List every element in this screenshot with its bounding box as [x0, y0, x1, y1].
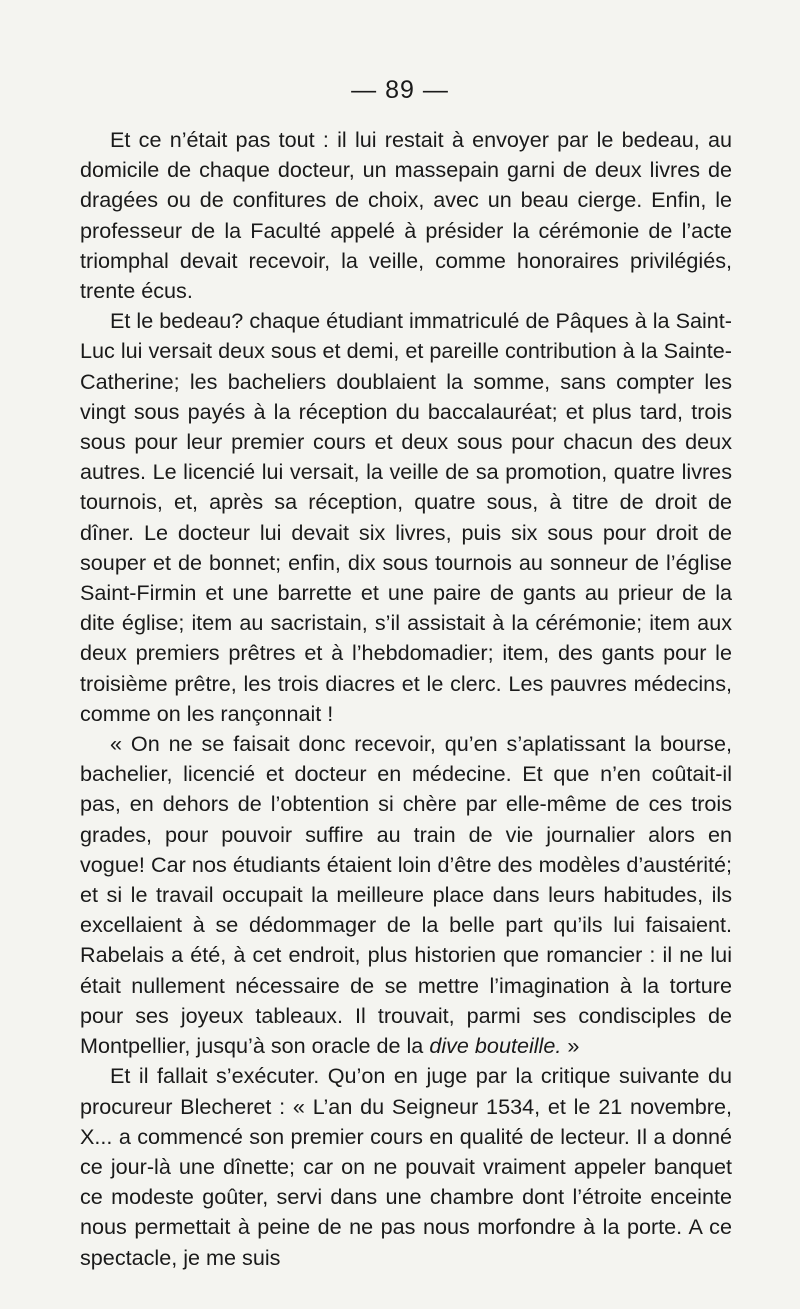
body-text: [80, 125, 732, 1273]
paragraph-1: Et ce n’était pas tout : il lui restait à envoyer par le bedeau, au domicile de chaque docteur, un massepain garni de deux livres de dragées ou de confitures de choix, avec un beau cierge. Enfin, le professeur de la Faculté appelé à présider la cérémonie de l’acte triomphal devait recevoir, la veille, comme honoraires privilégiés, trente écus.: [80, 127, 732, 304]
paragraph-3-text: « On ne se faisait donc recevoir, qu’en s’aplatissant la bourse, bachelier, licencié et docteur en médecine. Et que n’en coûtait-il pas, en dehors de l’obtention si chère par elle-même de ces trois grades, pour pouvoir suffire au train de vie journalier alors en vogue! Car nos étudiants étaient loin d’être des modèles d’austérité; et si le travail occupait la meilleure place dans leurs habitudes, ils excellaient à se dédommager de la belle part qu’ils lui faisaient. Rabelais a été, à cet endroit, plus historien que romancier : il ne lui était nullement nécessaire de se mettre l’imagination à la torture pour ses joyeux tableaux. Il trouvait, parmi ses condisciples de Montpellier, jusqu’à son oracle de la: [80, 731, 732, 1059]
paragraph-3: [80, 729, 732, 1061]
paragraph-3-tail: »: [561, 1033, 580, 1059]
page-number: — 89 —: [351, 76, 449, 104]
paragraph-2: Et le bedeau? chaque étudiant immatriculé de Pâques à la Saint-Luc lui versait deux sous et demi, et pareille contribution à la Sainte-Catherine; les bacheliers doublaient la somme, sans compter les vingt sous payés à la réception du baccalauréat; et plus tard, trois sous pour leur premier cours et deux sous pour chacun des deux autres. Le licencié lui versait, la veille de sa promotion, quatre livres tournois, et, après sa réception, quatre sous, à titre de droit de dîner. Le docteur lui devait six livres, puis six sous pour droit de souper et de bonnet; enfin, dix sous tournois au sonneur de l’église Saint-Firmin et une barrette et une paire de gants au prieur de la dite église; item au sacristain, s’il assistait à la cérémonie; item aux deux premiers prêtres et à l’hebdomadier; item, des gants pour le troisième prêtre, les trois diacres et le clerc. Les pauvres médecins, comme on les rançonnait !: [80, 308, 732, 726]
paragraph-3-italic: dive bouteille.: [429, 1033, 562, 1059]
paragraph-4: Et il fallait s’exécuter. Qu’on en juge par la critique suivante du procureur Blecheret : « L’an du Seigneur 1534, et le 21 novembre, X... a commencé son premier cours en qualité de lecteur. Il a donné ce jour-là une dînette; car on ne pouvait vraiment appeler banquet ce modeste goûter, servi dans une chambre dont l’étroite enceinte nous permettait à peine de ne pas nous morfondre à la porte. A ce spectacle, je me suis: [80, 1063, 732, 1270]
